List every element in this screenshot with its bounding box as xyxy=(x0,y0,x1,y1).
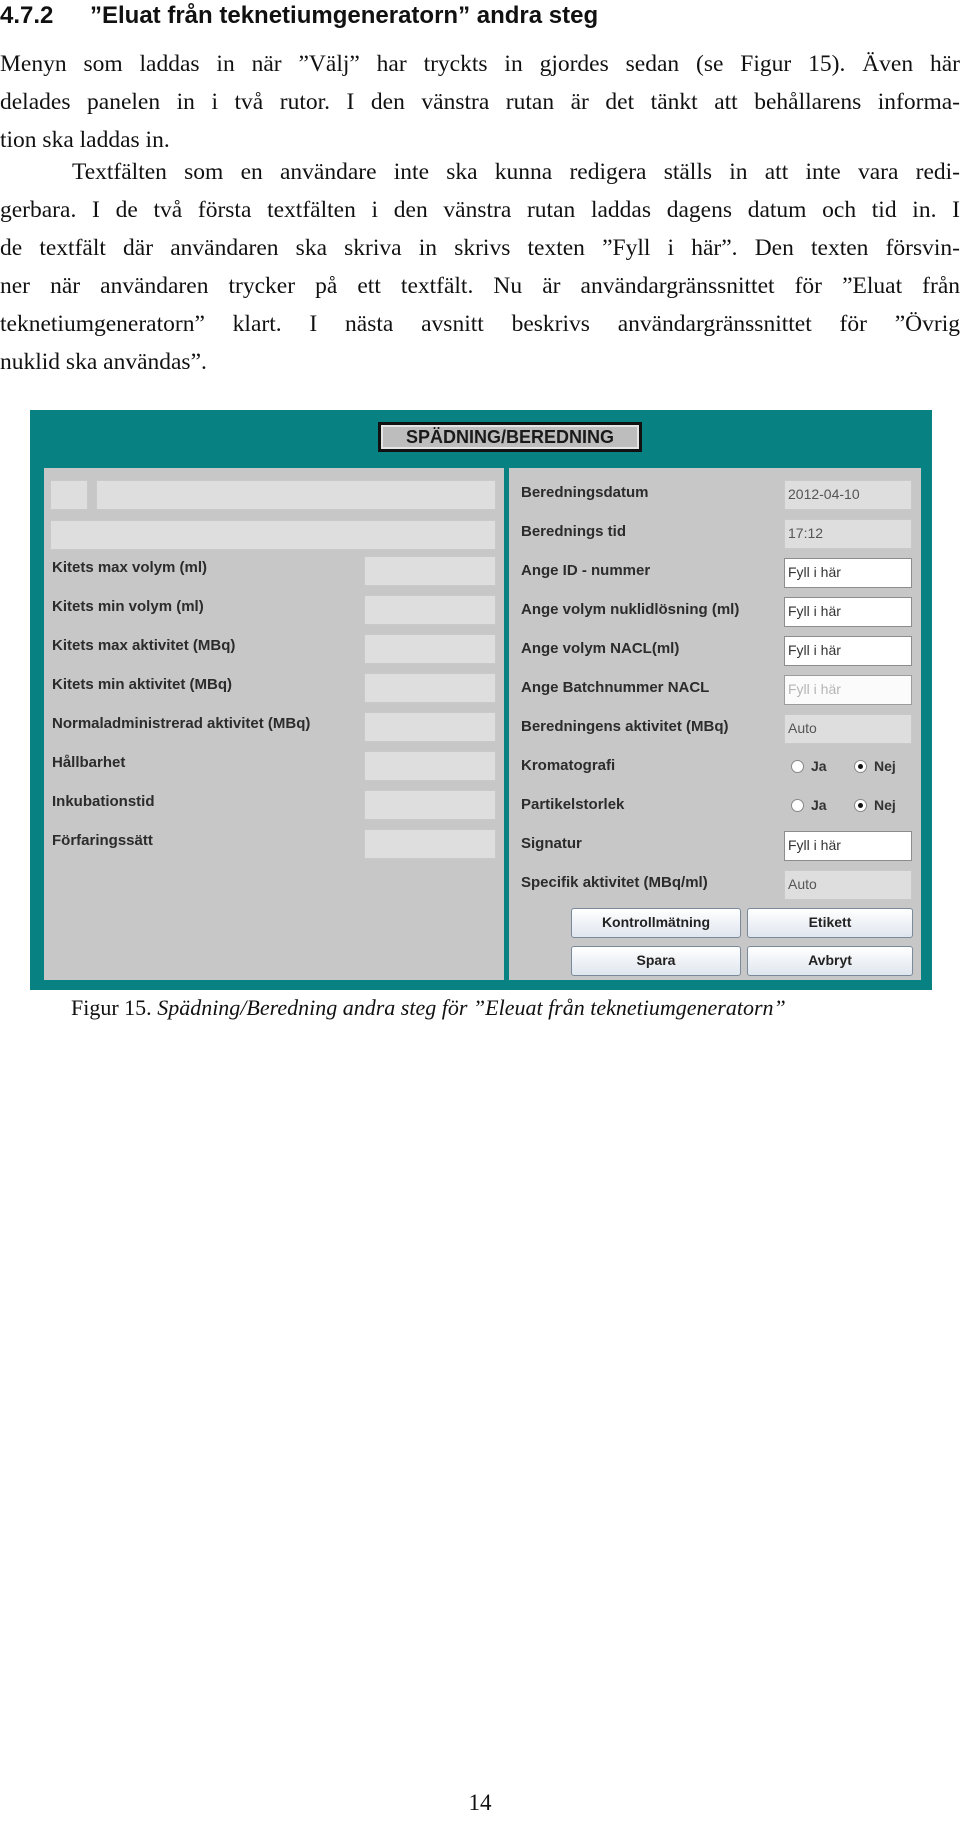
signature-field[interactable]: Fyll i här xyxy=(784,831,912,861)
kit-min-volume-label: Kitets min volym (ml) xyxy=(52,598,204,615)
date-label: Beredningsdatum xyxy=(521,484,649,501)
kit-max-activity-field[interactable] xyxy=(364,634,496,664)
time-label: Berednings tid xyxy=(521,523,627,540)
page-number: 14 xyxy=(468,1790,492,1815)
container-info-panel xyxy=(44,468,504,980)
paragraph-line: Textfälten som en användare inte ska kunna redigera ställs in att inte vara redi- xyxy=(72,159,960,185)
kit-max-activity-label: Kitets max aktivitet (MBq) xyxy=(52,637,236,654)
section-title: ”Eluat från teknetiumgeneratorn” andra steg xyxy=(90,2,599,29)
figure-screenshot xyxy=(30,410,932,990)
container-description-field[interactable] xyxy=(50,520,496,550)
particle-size-label: Partikelstorlek xyxy=(521,796,625,813)
particle-size-yes-label: Ja xyxy=(811,797,827,813)
figure-caption xyxy=(71,995,786,1021)
paragraph-line: nuklid ska användas”. xyxy=(0,349,207,375)
caption-prefix: Figur 15. xyxy=(71,995,152,1020)
specific-activity-field[interactable]: Auto xyxy=(784,870,912,900)
section-number: 4.7.2 xyxy=(0,2,54,29)
paragraph-1 xyxy=(0,45,960,159)
paragraph-line: gerbara. I de två första textfälten i den vänstra rutan laddas dagens datum och tid in. I xyxy=(0,197,960,223)
paragraph-line: delades panelen in i två rutor. I den vänstra rutan är det tänkt att behållarens informa- xyxy=(0,89,960,115)
nuclide-volume-label: Ange volym nuklidlösning (ml) xyxy=(521,601,740,618)
nacl-volume-label: Ange volym NACL(ml) xyxy=(521,640,680,657)
particle-size-yes-radio[interactable] xyxy=(791,799,804,812)
paragraph-line: teknetiumgeneratorn” klart. I nästa avsnitt beskrivs användargränssnittet för ”Övrig xyxy=(0,311,960,337)
nacl-batch-label: Ange Batchnummer NACL xyxy=(521,679,710,696)
container-id-field[interactable] xyxy=(50,480,88,510)
cancel-button[interactable]: Avbryt xyxy=(747,946,913,976)
signature-label: Signatur xyxy=(521,835,582,852)
incubation-time-label: Inkubationstid xyxy=(52,793,155,810)
paragraph-line: ner när användaren trycker på ett textfält. Nu är användargränssnittet för ”Eluat från xyxy=(0,273,960,299)
normal-activity-label: Normaladministrerad aktivitet (MBq) xyxy=(52,715,311,732)
nacl-volume-field[interactable]: Fyll i här xyxy=(784,636,912,666)
paragraph-2 xyxy=(0,153,960,381)
kit-max-volume-field[interactable] xyxy=(364,556,496,586)
procedure-field[interactable] xyxy=(364,829,496,859)
chromatography-no-label: Nej xyxy=(874,758,896,774)
nacl-batch-field[interactable]: Fyll i här xyxy=(784,675,912,705)
kit-min-activity-label: Kitets min aktivitet (MBq) xyxy=(52,676,233,693)
time-field[interactable]: 17:12 xyxy=(784,519,912,549)
paragraph-line: tion ska laddas in. xyxy=(0,127,170,153)
kit-min-volume-field[interactable] xyxy=(364,595,496,625)
id-number-field[interactable]: Fyll i här xyxy=(784,558,912,588)
procedure-label: Förfaringssätt xyxy=(52,832,153,849)
label-button[interactable]: Etikett xyxy=(747,908,913,938)
shelf-life-label: Hållbarhet xyxy=(52,754,126,771)
control-measurement-button[interactable]: Kontrollmätning xyxy=(571,908,741,938)
normal-activity-field[interactable] xyxy=(364,712,496,742)
specific-activity-label: Specifik aktivitet (MBq/ml) xyxy=(521,874,708,891)
paragraph-line: de textfält där användaren ska skriva in skrivs texten ”Fyll i här”. Den texten försvin- xyxy=(0,235,960,261)
activity-field[interactable]: Auto xyxy=(784,714,912,744)
nuclide-volume-field[interactable]: Fyll i här xyxy=(784,597,912,627)
id-number-label: Ange ID - nummer xyxy=(521,562,651,579)
particle-size-no-radio[interactable] xyxy=(854,799,867,812)
section-heading xyxy=(0,2,598,30)
date-field[interactable]: 2012-04-10 xyxy=(784,480,912,510)
kit-max-volume-label: Kitets max volym (ml) xyxy=(52,559,208,576)
preparation-panel xyxy=(509,468,921,980)
particle-size-no-label: Nej xyxy=(874,797,896,813)
chromatography-yes-label: Ja xyxy=(811,758,827,774)
form-title: SPÄDNING/BEREDNING xyxy=(378,422,642,452)
paragraph-line: Menyn som laddas in när ”Välj” har tryckts in gjordes sedan (se Figur 15). Även här xyxy=(0,51,960,77)
incubation-time-field[interactable] xyxy=(364,790,496,820)
container-name-field[interactable] xyxy=(96,480,496,510)
chromatography-yes-radio[interactable] xyxy=(791,760,804,773)
shelf-life-field[interactable] xyxy=(364,751,496,781)
activity-label: Beredningens aktivitet (MBq) xyxy=(521,718,729,735)
kit-min-activity-field[interactable] xyxy=(364,673,496,703)
chromatography-label: Kromatografi xyxy=(521,757,616,774)
caption-text: Spädning/Beredning andra steg för ”Eleuat från teknetiumgeneratorn” xyxy=(157,995,786,1020)
chromatography-no-radio[interactable] xyxy=(854,760,867,773)
save-button[interactable]: Spara xyxy=(571,946,741,976)
